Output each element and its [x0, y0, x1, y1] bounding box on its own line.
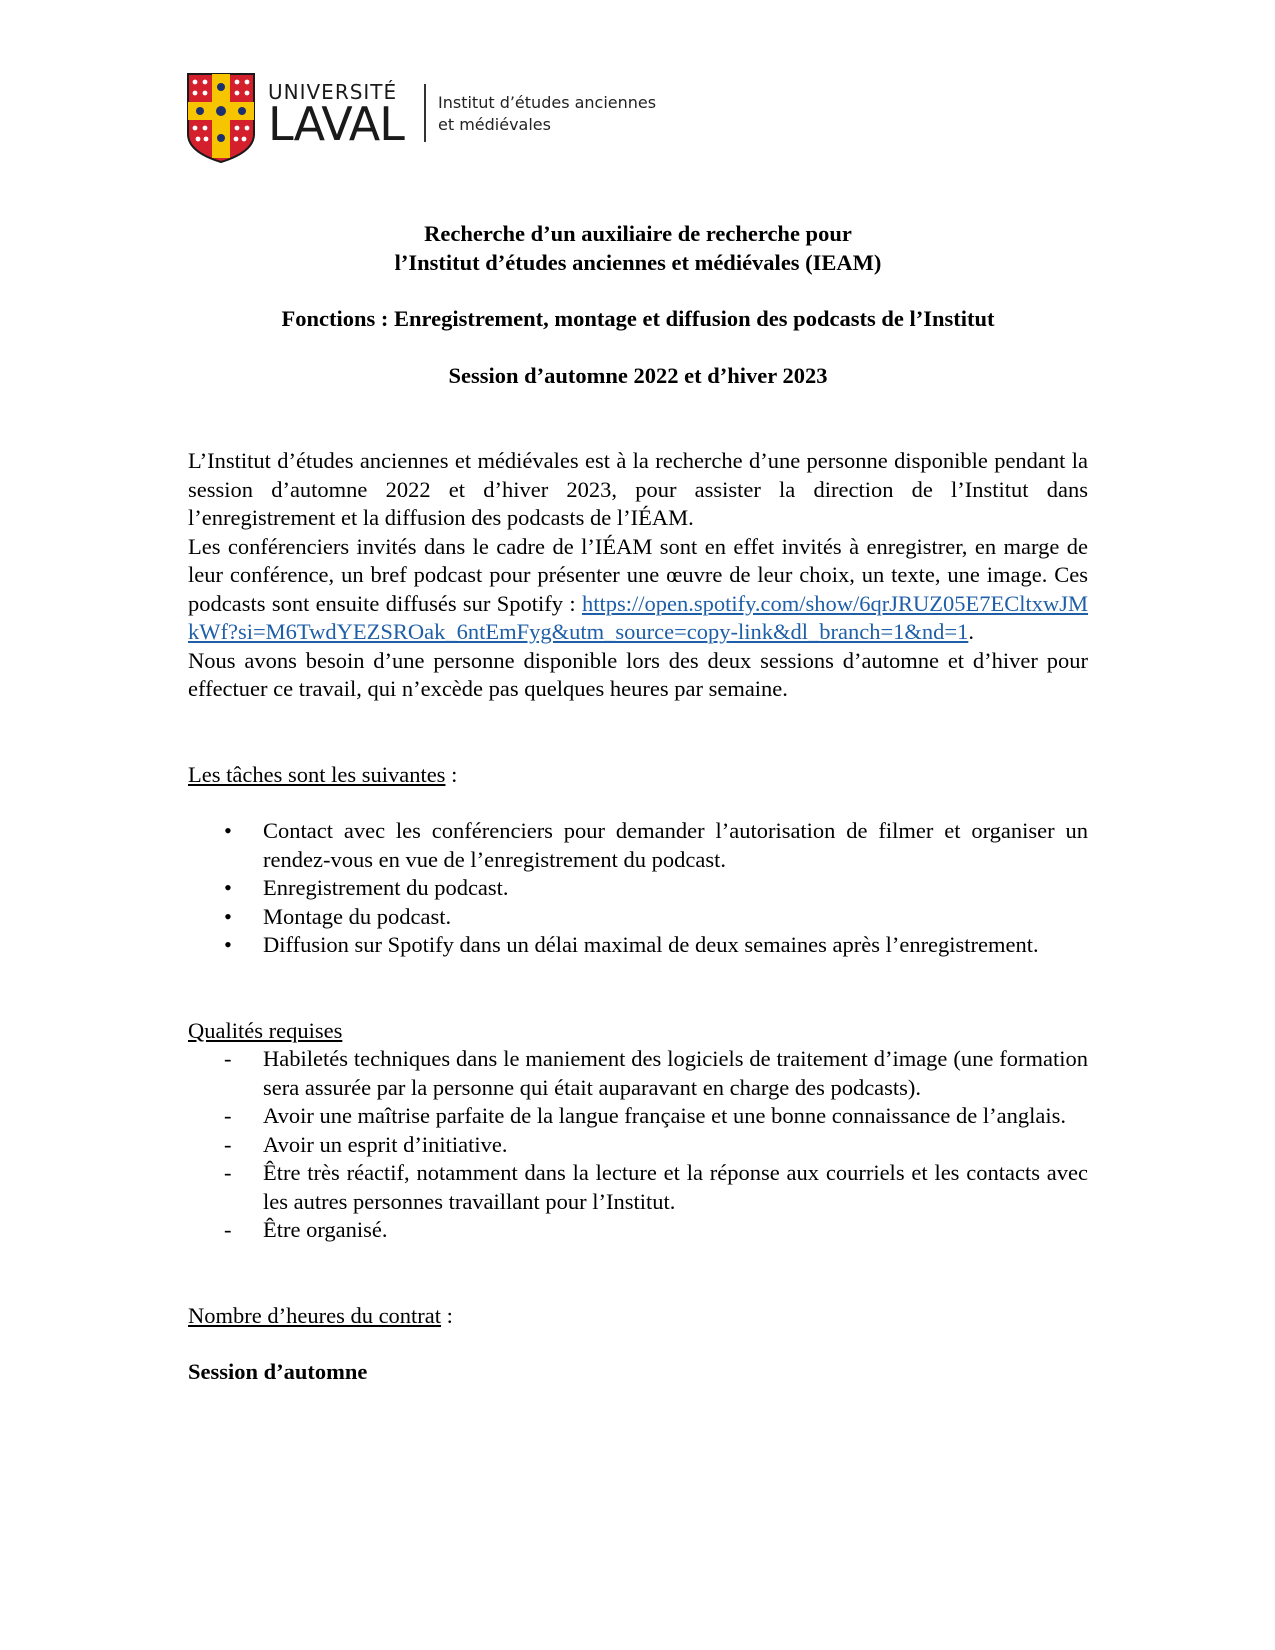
logo-wordmark	[268, 80, 404, 151]
spotify-link[interactable]: https://open.spotify.com/show/6qrJRUZ05E7ECltxwJMkWf?si=M6TwdYEZSROak_6ntEmFyg&utm_source=copy-link&dl_branch=1&nd=1	[188, 590, 1088, 644]
functions-line: Fonctions : Enregistrement, montage et diffusion des podcasts de l’Institut	[281, 306, 995, 331]
document-body	[188, 220, 1088, 1387]
task-text: Montage du podcast.	[263, 903, 452, 929]
bullet-icon: •	[224, 903, 232, 929]
tasks-heading-suffix: :	[445, 761, 458, 787]
intro-paragraph-1: L’Institut d’études anciennes et médiévales est à la recherche d’une personne disponible pendant la session d’automne 2022 et d’hiver 2023, pour assister la direction de l’Institut dans l’enregistrement et la diffusion des podcasts de l’IÉAM.	[188, 448, 1088, 530]
logo-text-universite: UNIVERSITÉ	[268, 80, 398, 104]
hours-heading-text: Nombre d’heures du contrat	[188, 1302, 442, 1328]
dash-marker: -	[224, 1103, 232, 1128]
hours-heading-suffix: :	[441, 1302, 453, 1328]
tasks-heading	[188, 761, 1088, 790]
list-item	[188, 1131, 1088, 1160]
header	[186, 72, 657, 164]
intro-paragraph-2	[188, 533, 1088, 647]
dash-marker: -	[224, 1046, 232, 1071]
institute-line-1: Institut d’études anciennes	[438, 93, 657, 112]
header-divider	[424, 84, 426, 142]
tasks-list	[188, 817, 1088, 960]
task-text: Diffusion sur Spotify dans un délai maximal de deux semaines après l’enregistrement.	[263, 932, 1039, 957]
bullet-icon: •	[224, 875, 232, 900]
bullet-icon: •	[224, 818, 232, 843]
title-line-2: l’Institut d’études anciennes et médiévales (IEAM)	[394, 249, 882, 275]
quality-text: Être organisé.	[263, 1217, 388, 1242]
list-item	[188, 1102, 1088, 1131]
autumn-session-heading: Session d’automne	[188, 1359, 368, 1384]
qualities-heading	[188, 1017, 1088, 1046]
institute-line-2: et médiévales	[438, 115, 551, 134]
task-text: Contact avec les conférenciers pour demander l’autorisation de filmer et organiser un rendez-vous en vue de l’enregistrement du podcast.	[263, 818, 1088, 872]
title-block	[188, 220, 1088, 390]
dash-marker: -	[224, 1131, 232, 1157]
quality-text: Avoir un esprit d’initiative.	[263, 1131, 508, 1157]
list-item	[188, 1159, 1088, 1216]
qualities-heading-text: Qualités requises	[188, 1017, 343, 1043]
list-item	[188, 1045, 1088, 1102]
qualities-list	[188, 1045, 1088, 1245]
bullet-icon: •	[224, 932, 232, 957]
list-item	[188, 817, 1088, 874]
dash-marker: -	[224, 1217, 232, 1242]
quality-text: Avoir une maîtrise parfaite de la langue française et une bonne connaissance de l’anglais.	[263, 1103, 1066, 1128]
institute-name	[438, 92, 678, 136]
session-line: Session d’automne 2022 et d’hiver 2023	[448, 362, 828, 388]
quality-text: Habiletés techniques dans le maniement des logiciels de traitement d’image (une formation sera assurée par la personne qui était auparavant en charge des podcasts).	[263, 1046, 1088, 1100]
tasks-heading-text: Les tâches sont les suivantes	[188, 761, 446, 787]
intro-paragraph-2-text: Les conférenciers invités dans le cadre de l’IÉAM sont en effet invités à enregistrer, en marge de leur conférence, un bref podcast pour présenter une œuvre de leur choix, un texte, une image. Ces podcasts sont ensuite diffusés sur Spotify :	[188, 533, 1088, 616]
task-text: Enregistrement du podcast.	[263, 875, 509, 900]
list-item	[188, 874, 1088, 903]
title-line-1: Recherche d’un auxiliaire de recherche pour	[424, 221, 852, 246]
hours-heading	[188, 1302, 1088, 1331]
intro-paragraph-3: Nous avons besoin d’une personne disponible lors des deux sessions d’automne et d’hiver pour effectuer ce travail, qui n’excède pas quelques heures par semaine.	[188, 647, 1088, 701]
dash-marker: -	[224, 1160, 232, 1185]
list-item	[188, 931, 1088, 960]
intro-paragraph-2-end: .	[968, 619, 974, 644]
quality-text: Être très réactif, notamment dans la lecture et la réponse aux courriels et les contacts avec les autres personnes travaillant pour l’Institut.	[263, 1160, 1088, 1214]
logo-text-laval: LAVAL	[268, 97, 404, 151]
universite-laval-shield-logo	[186, 72, 256, 164]
list-item	[188, 903, 1088, 932]
list-item	[188, 1216, 1088, 1245]
